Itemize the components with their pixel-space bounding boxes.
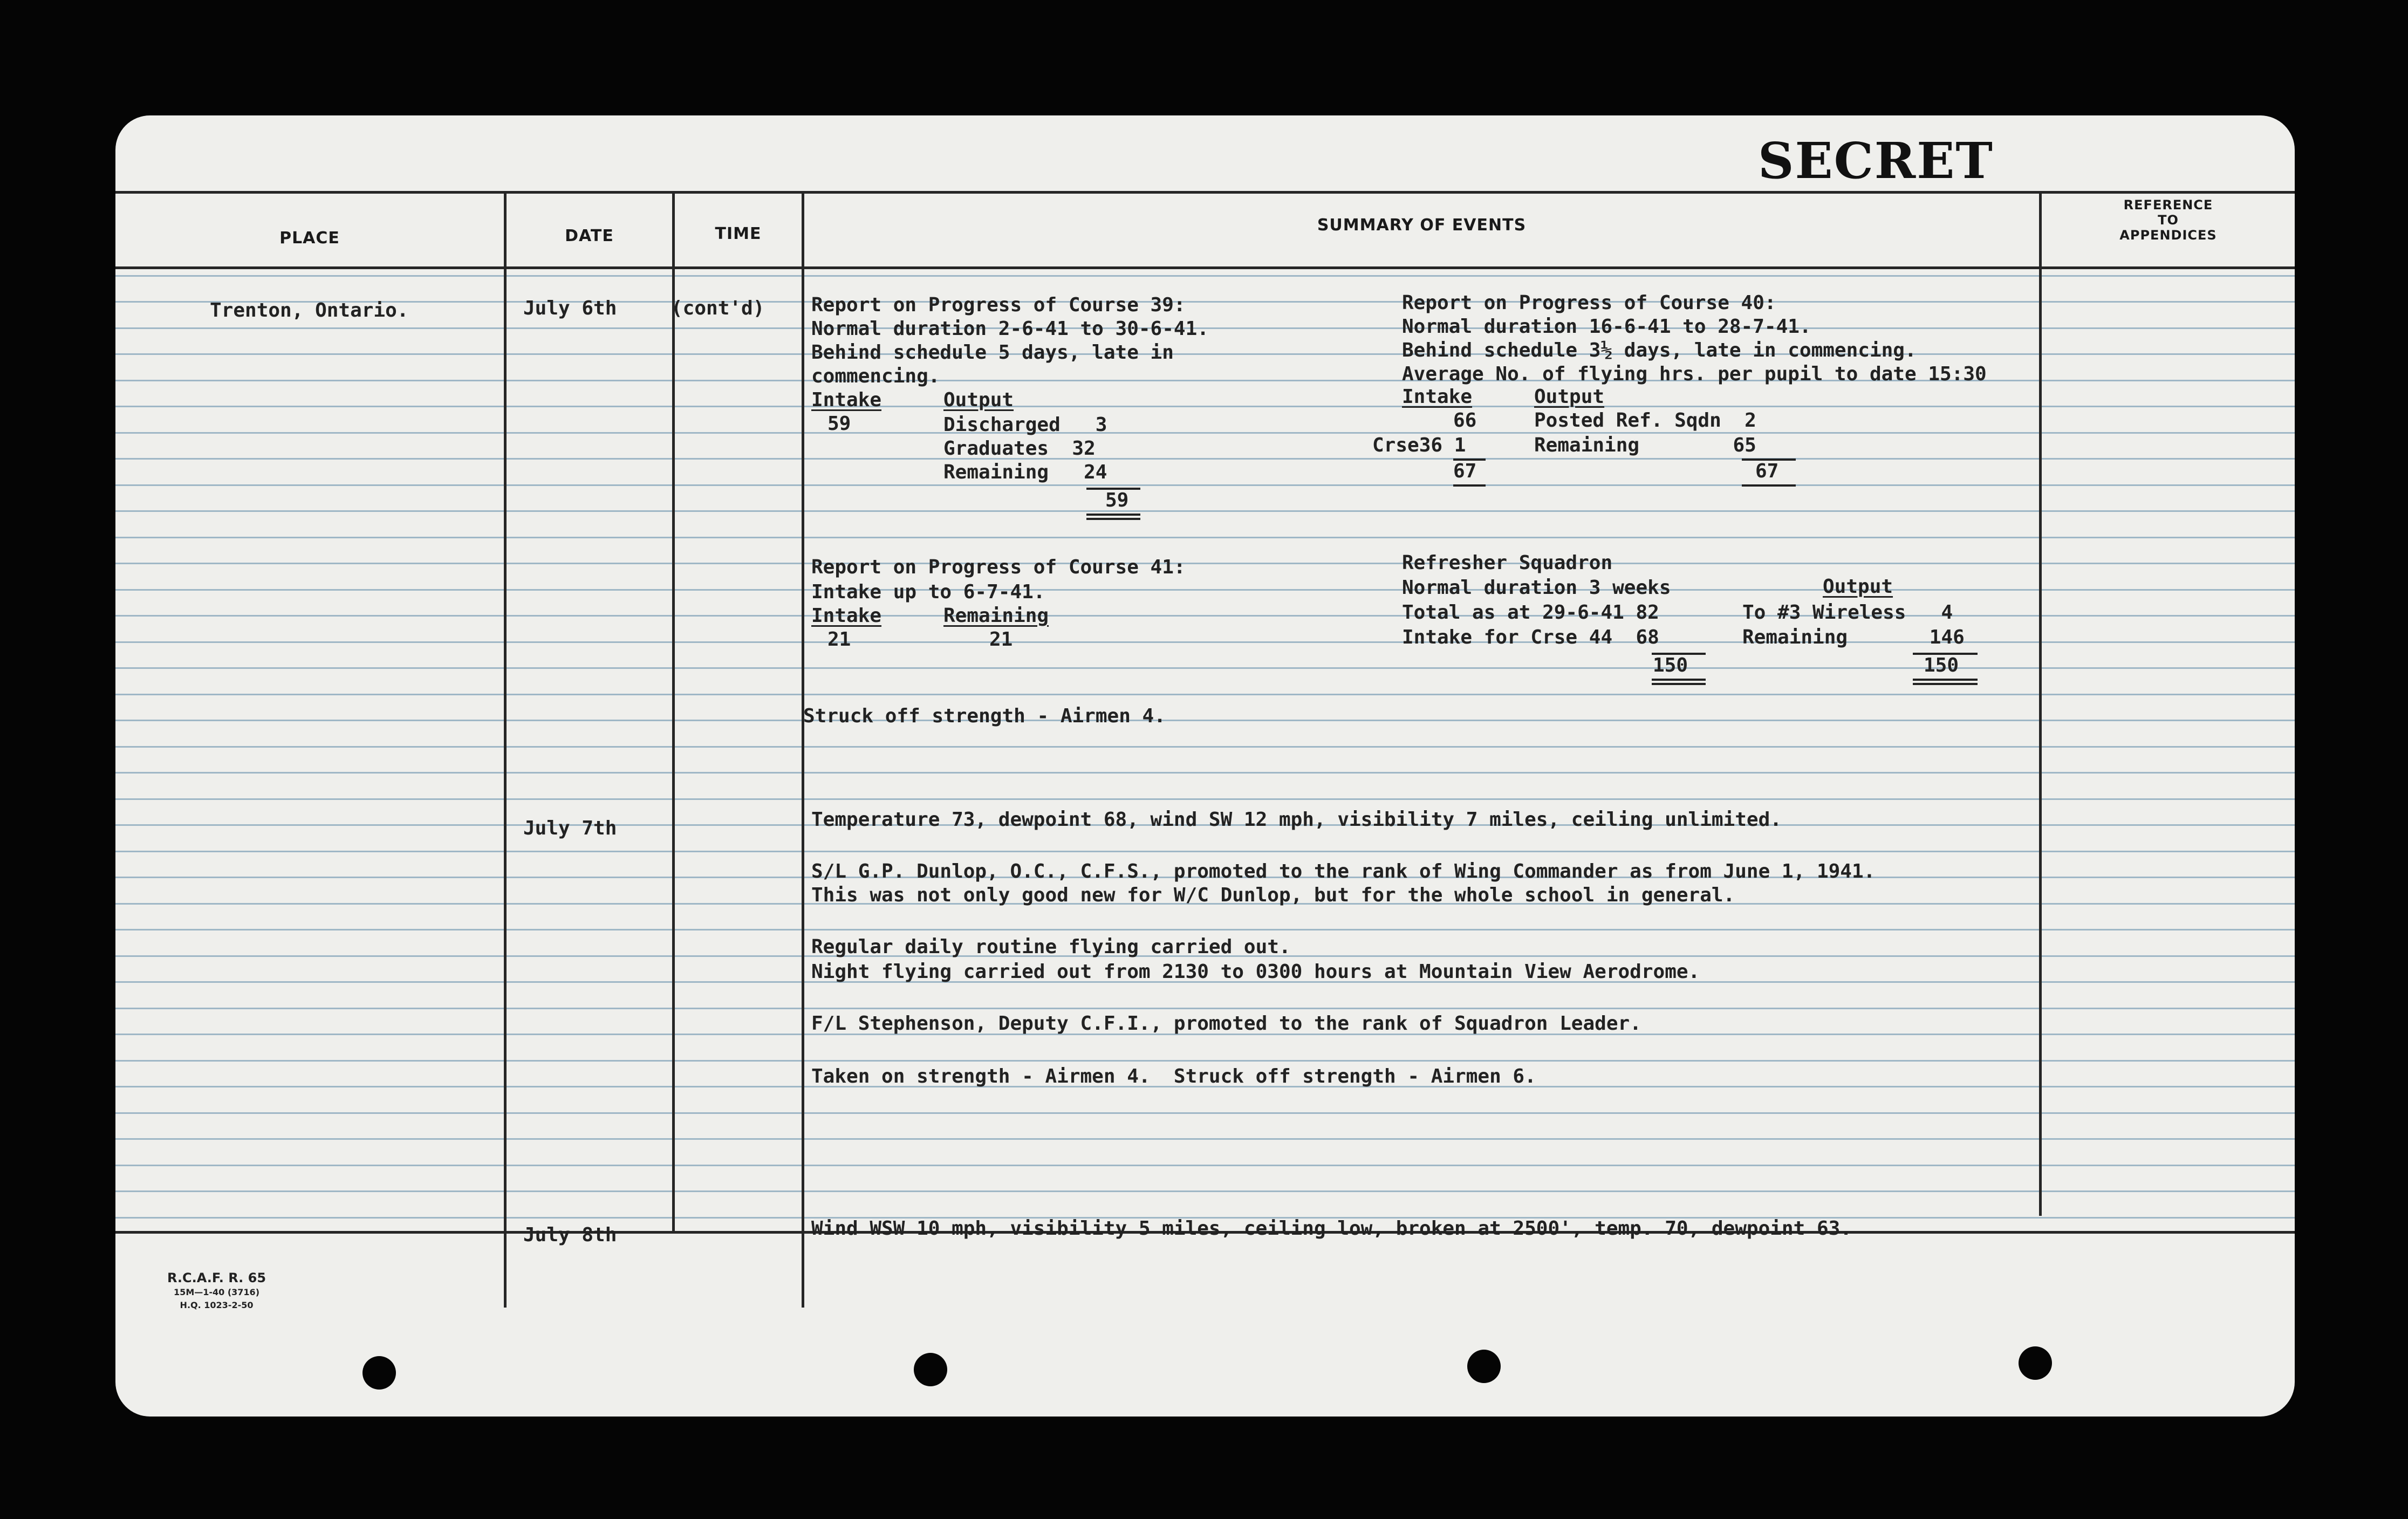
- column-header-summary: SUMMARY OF EVENTS: [1317, 216, 1527, 235]
- column-header-time: TIME: [715, 224, 762, 243]
- date-july-7: July 7th: [523, 817, 617, 839]
- place-date-divider: [504, 191, 507, 1308]
- july-7-line-4: Regular daily routine flying carried out.: [811, 936, 1291, 958]
- binder-hole: [1467, 1350, 1501, 1383]
- date-july-6: July 6th: [523, 297, 617, 319]
- july-7-line-7: Taken on strength - Airmen 4. Struck off strength - Airmen 6.: [811, 1065, 1536, 1087]
- july-7-line-3: This was not only good new for W/C Dunlop, but for the whole school in general.: [811, 884, 1735, 906]
- binder-hole: [914, 1353, 947, 1386]
- time-summary-divider: [802, 191, 804, 1308]
- column-header-place: PLACE: [279, 229, 340, 248]
- july-8-line: Wind WSW 10 mph, visibility 5 miles, ceiling low, broken at 2500', temp. 70, dewpoint 63.: [811, 1217, 1852, 1240]
- place-value: Trenton, Ontario.: [210, 299, 409, 321]
- diary-form-card: SECRET PLACE DATE TIME SUMMARY OF EVENTS REFERENCE TO APPENDICES Trenton, Ontario. July 6th (cont'd) Report on Progress of Course 39: Normal duration 2-6-41 to 30-6-41. Behind schedule 5 days, late in commencing. Intake Output 59 Discharged 3 Graduates 32 Remaining 24 59 Report on Progress of Course 40: Normal duration 16-6-41 to 28-7-41. Behind schedule 3½ days, late in commencing. Average No. of flying hrs. per pupil to date 15:30 Intake Output 66 Crse36 1 67 Posted Ref. Sqdn 2 Remaining 65 67 Report on Progress of Course 41: Intake up to 6-7-41. Intake Remaining 21 21 Refresher Squadron Output Normal duration 3 weeks Total as at 29-6-41 82 Intake for Crse 44 68 150 To #3 Wireless 4 Remaining 146 150 Struck off strength - Airmen 4. July 7th Temperature 73, dewpoint 68, wind SW 12 mph, visibility 7 miles, ceiling unlimited. S/L G.P. Dunlop, O.C., C.F.S., promoted to the rank of Wing Commander as from June 1, 1941. This was not only good new for W/C Dunlop, but for the whole school in general. Regular daily routine flying carried out. Night flying carried out from 2130 to 0300 hours at Mountain View Aerodrome. F/L Stephenson, Deputy C.F.I., promoted to the rank of Squadron Leader. Taken on strength - Airmen 4. Struck off strength - Airmen 6. July 8th Wind WSW 10 mph, visibility 5 miles, ceiling low, broken at 2500', temp. 70, dewpoint 63. R.C.A.F. R. 65 15M—1-40 (3716) H.Q. 1023-2-50: [115, 115, 2295, 1417]
- header-bottom-line: [115, 266, 2295, 269]
- date-july-8: July 8th: [523, 1224, 617, 1246]
- summary-reference-divider: [2039, 191, 2042, 1216]
- secret-stamp: SECRET: [1758, 132, 1994, 190]
- column-header-reference: REFERENCE TO APPENDICES: [2119, 197, 2217, 243]
- july-7-line-5: Night flying carried out from 2130 to 0300 hours at Mountain View Aerodrome.: [811, 961, 1700, 983]
- date-time-divider: [672, 191, 675, 1231]
- column-header-date: DATE: [565, 227, 614, 245]
- binder-hole: [2019, 1346, 2052, 1380]
- time-contd: (cont'd): [671, 297, 765, 319]
- form-number-footer: R.C.A.F. R. 65 15M—1-40 (3716) H.Q. 1023-2-50: [167, 1270, 266, 1310]
- binder-hole: [362, 1356, 396, 1390]
- struck-off-july-6: Struck off strength - Airmen 4.: [803, 705, 1166, 727]
- july-7-line-1: Temperature 73, dewpoint 68, wind SW 12 mph, visibility 7 miles, ceiling unlimited.: [811, 809, 1782, 831]
- july-7-line-2: S/L G.P. Dunlop, O.C., C.F.S., promoted to the rank of Wing Commander as from June 1, 1941.: [811, 860, 1876, 882]
- july-7-line-6: F/L Stephenson, Deputy C.F.I., promoted to the rank of Squadron Leader.: [811, 1012, 1641, 1035]
- header-top-line: [115, 191, 2295, 194]
